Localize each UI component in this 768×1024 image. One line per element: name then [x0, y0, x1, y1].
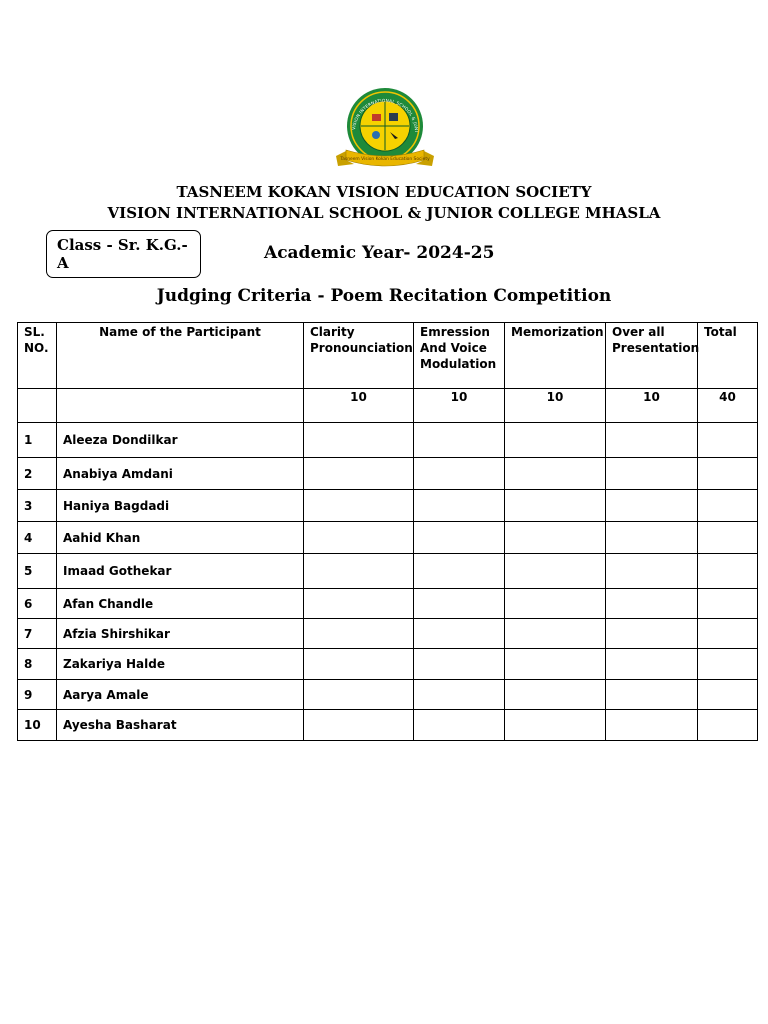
org-name-line-2: VISION INTERNATIONAL SCHOOL & JUNIOR COLLEGE MHASLA — [107, 204, 661, 222]
clarity-score-cell — [304, 554, 414, 589]
presentation-score-cell — [606, 458, 698, 490]
expression-score-cell — [414, 490, 505, 522]
table-row — [18, 589, 758, 619]
participant-name: Haniya Bagdadi — [57, 490, 304, 522]
table-row — [18, 619, 758, 649]
expression-score-cell — [414, 649, 505, 680]
header-text: And Voice — [420, 341, 487, 355]
table-row — [18, 458, 758, 490]
academic-year: Academic Year- 2024-25 — [264, 243, 495, 263]
sl-cell: 4 — [18, 522, 57, 554]
clarity-score-cell — [304, 490, 414, 522]
max-marks-presentation: 10 — [606, 389, 698, 423]
col-clarity-header — [304, 323, 414, 389]
presentation-score-cell — [606, 490, 698, 522]
total-score-cell — [698, 458, 758, 490]
participant-name: Anabiya Amdani — [57, 458, 304, 490]
expression-score-cell — [414, 458, 505, 490]
memorization-score-cell — [505, 423, 606, 458]
header-text: Presentation — [612, 341, 700, 355]
participant-name: Imaad Gothekar — [57, 554, 304, 589]
presentation-score-cell — [606, 619, 698, 649]
participant-name: Zakariya Halde — [57, 649, 304, 680]
clarity-score-cell — [304, 589, 414, 619]
header-text: Emression — [420, 325, 490, 339]
globe-icon — [372, 131, 380, 139]
total-score-cell — [698, 649, 758, 680]
sl-cell: 7 — [18, 619, 57, 649]
total-score-cell — [698, 619, 758, 649]
max-marks-sl-cell — [18, 389, 57, 423]
col-sl-header — [18, 323, 57, 389]
col-presentation-header — [606, 323, 698, 389]
memorization-score-cell — [505, 589, 606, 619]
sl-cell: 10 — [18, 710, 57, 741]
school-logo — [332, 84, 438, 174]
presentation-score-cell — [606, 649, 698, 680]
judging-table — [17, 322, 758, 741]
expression-score-cell — [414, 589, 505, 619]
book-icon — [372, 114, 381, 121]
presentation-score-cell — [606, 589, 698, 619]
total-score-cell — [698, 589, 758, 619]
total-score-cell — [698, 490, 758, 522]
presentation-score-cell — [606, 522, 698, 554]
col-name-header: Name of the Participant — [57, 323, 304, 389]
header-text: Pronounciation — [310, 341, 413, 355]
sl-cell: 1 — [18, 423, 57, 458]
clarity-score-cell — [304, 522, 414, 554]
header-text: Modulation — [420, 357, 497, 371]
clarity-score-cell — [304, 710, 414, 741]
col-memorization-header: Memorization — [505, 323, 606, 389]
sl-cell: 2 — [18, 458, 57, 490]
memorization-score-cell — [505, 710, 606, 741]
memorization-score-cell — [505, 490, 606, 522]
memorization-score-cell — [505, 522, 606, 554]
class-label: Class - Sr. K.G.- A — [57, 236, 188, 272]
max-marks-expression: 10 — [414, 389, 505, 423]
participant-name: Afzia Shirshikar — [57, 619, 304, 649]
header-text: SL. — [24, 325, 45, 339]
presentation-score-cell — [606, 680, 698, 710]
total-score-cell — [698, 423, 758, 458]
max-marks-clarity: 10 — [304, 389, 414, 423]
memorization-score-cell — [505, 554, 606, 589]
memorization-score-cell — [505, 680, 606, 710]
sl-cell: 3 — [18, 490, 57, 522]
clarity-score-cell — [304, 423, 414, 458]
table-row — [18, 423, 758, 458]
total-score-cell — [698, 680, 758, 710]
expression-score-cell — [414, 619, 505, 649]
col-total-header: Total — [698, 323, 758, 389]
org-name-line-1: TASNEEM KOKAN VISION EDUCATION SOCIETY — [176, 183, 592, 201]
header-text: Clarity — [310, 325, 355, 339]
participant-name: Afan Chandle — [57, 589, 304, 619]
memorization-score-cell — [505, 619, 606, 649]
participant-name: Ayesha Basharat — [57, 710, 304, 741]
expression-score-cell — [414, 423, 505, 458]
header-text: NO. — [24, 341, 49, 355]
clarity-score-cell — [304, 619, 414, 649]
clarity-score-cell — [304, 649, 414, 680]
criteria-title: Judging Criteria - Poem Recitation Competition — [156, 286, 612, 306]
logo-ribbon-text: Tasneem Vision Kokan Education Society — [340, 157, 430, 162]
participant-name: Aahid Khan — [57, 522, 304, 554]
max-marks-total: 40 — [698, 389, 758, 423]
expression-score-cell — [414, 710, 505, 741]
header-row — [18, 323, 758, 389]
table-row — [18, 522, 758, 554]
presentation-score-cell — [606, 554, 698, 589]
max-marks-row — [18, 389, 758, 423]
participant-name: Aarya Amale — [57, 680, 304, 710]
total-score-cell — [698, 554, 758, 589]
memorization-score-cell — [505, 458, 606, 490]
clarity-score-cell — [304, 680, 414, 710]
clarity-score-cell — [304, 458, 414, 490]
sl-cell: 5 — [18, 554, 57, 589]
table-row — [18, 490, 758, 522]
presentation-score-cell — [606, 710, 698, 741]
table-row — [18, 710, 758, 741]
presentation-score-cell — [606, 423, 698, 458]
total-score-cell — [698, 710, 758, 741]
sl-cell: 9 — [18, 680, 57, 710]
table-row — [18, 649, 758, 680]
sl-cell: 8 — [18, 649, 57, 680]
max-marks-memorization: 10 — [505, 389, 606, 423]
total-score-cell — [698, 522, 758, 554]
expression-score-cell — [414, 680, 505, 710]
expression-score-cell — [414, 554, 505, 589]
logo-ring-text: VISION INTERNATIONAL SCHOOL & JUNI — [352, 98, 419, 133]
memorization-score-cell — [505, 649, 606, 680]
table-row — [18, 554, 758, 589]
header-text: Over all — [612, 325, 665, 339]
participant-name: Aleeza Dondilkar — [57, 423, 304, 458]
expression-score-cell — [414, 522, 505, 554]
col-expression-header — [414, 323, 505, 389]
max-marks-name-cell — [57, 389, 304, 423]
table-row — [18, 680, 758, 710]
computer-icon — [389, 113, 398, 121]
class-label-box — [46, 230, 201, 278]
sl-cell: 6 — [18, 589, 57, 619]
